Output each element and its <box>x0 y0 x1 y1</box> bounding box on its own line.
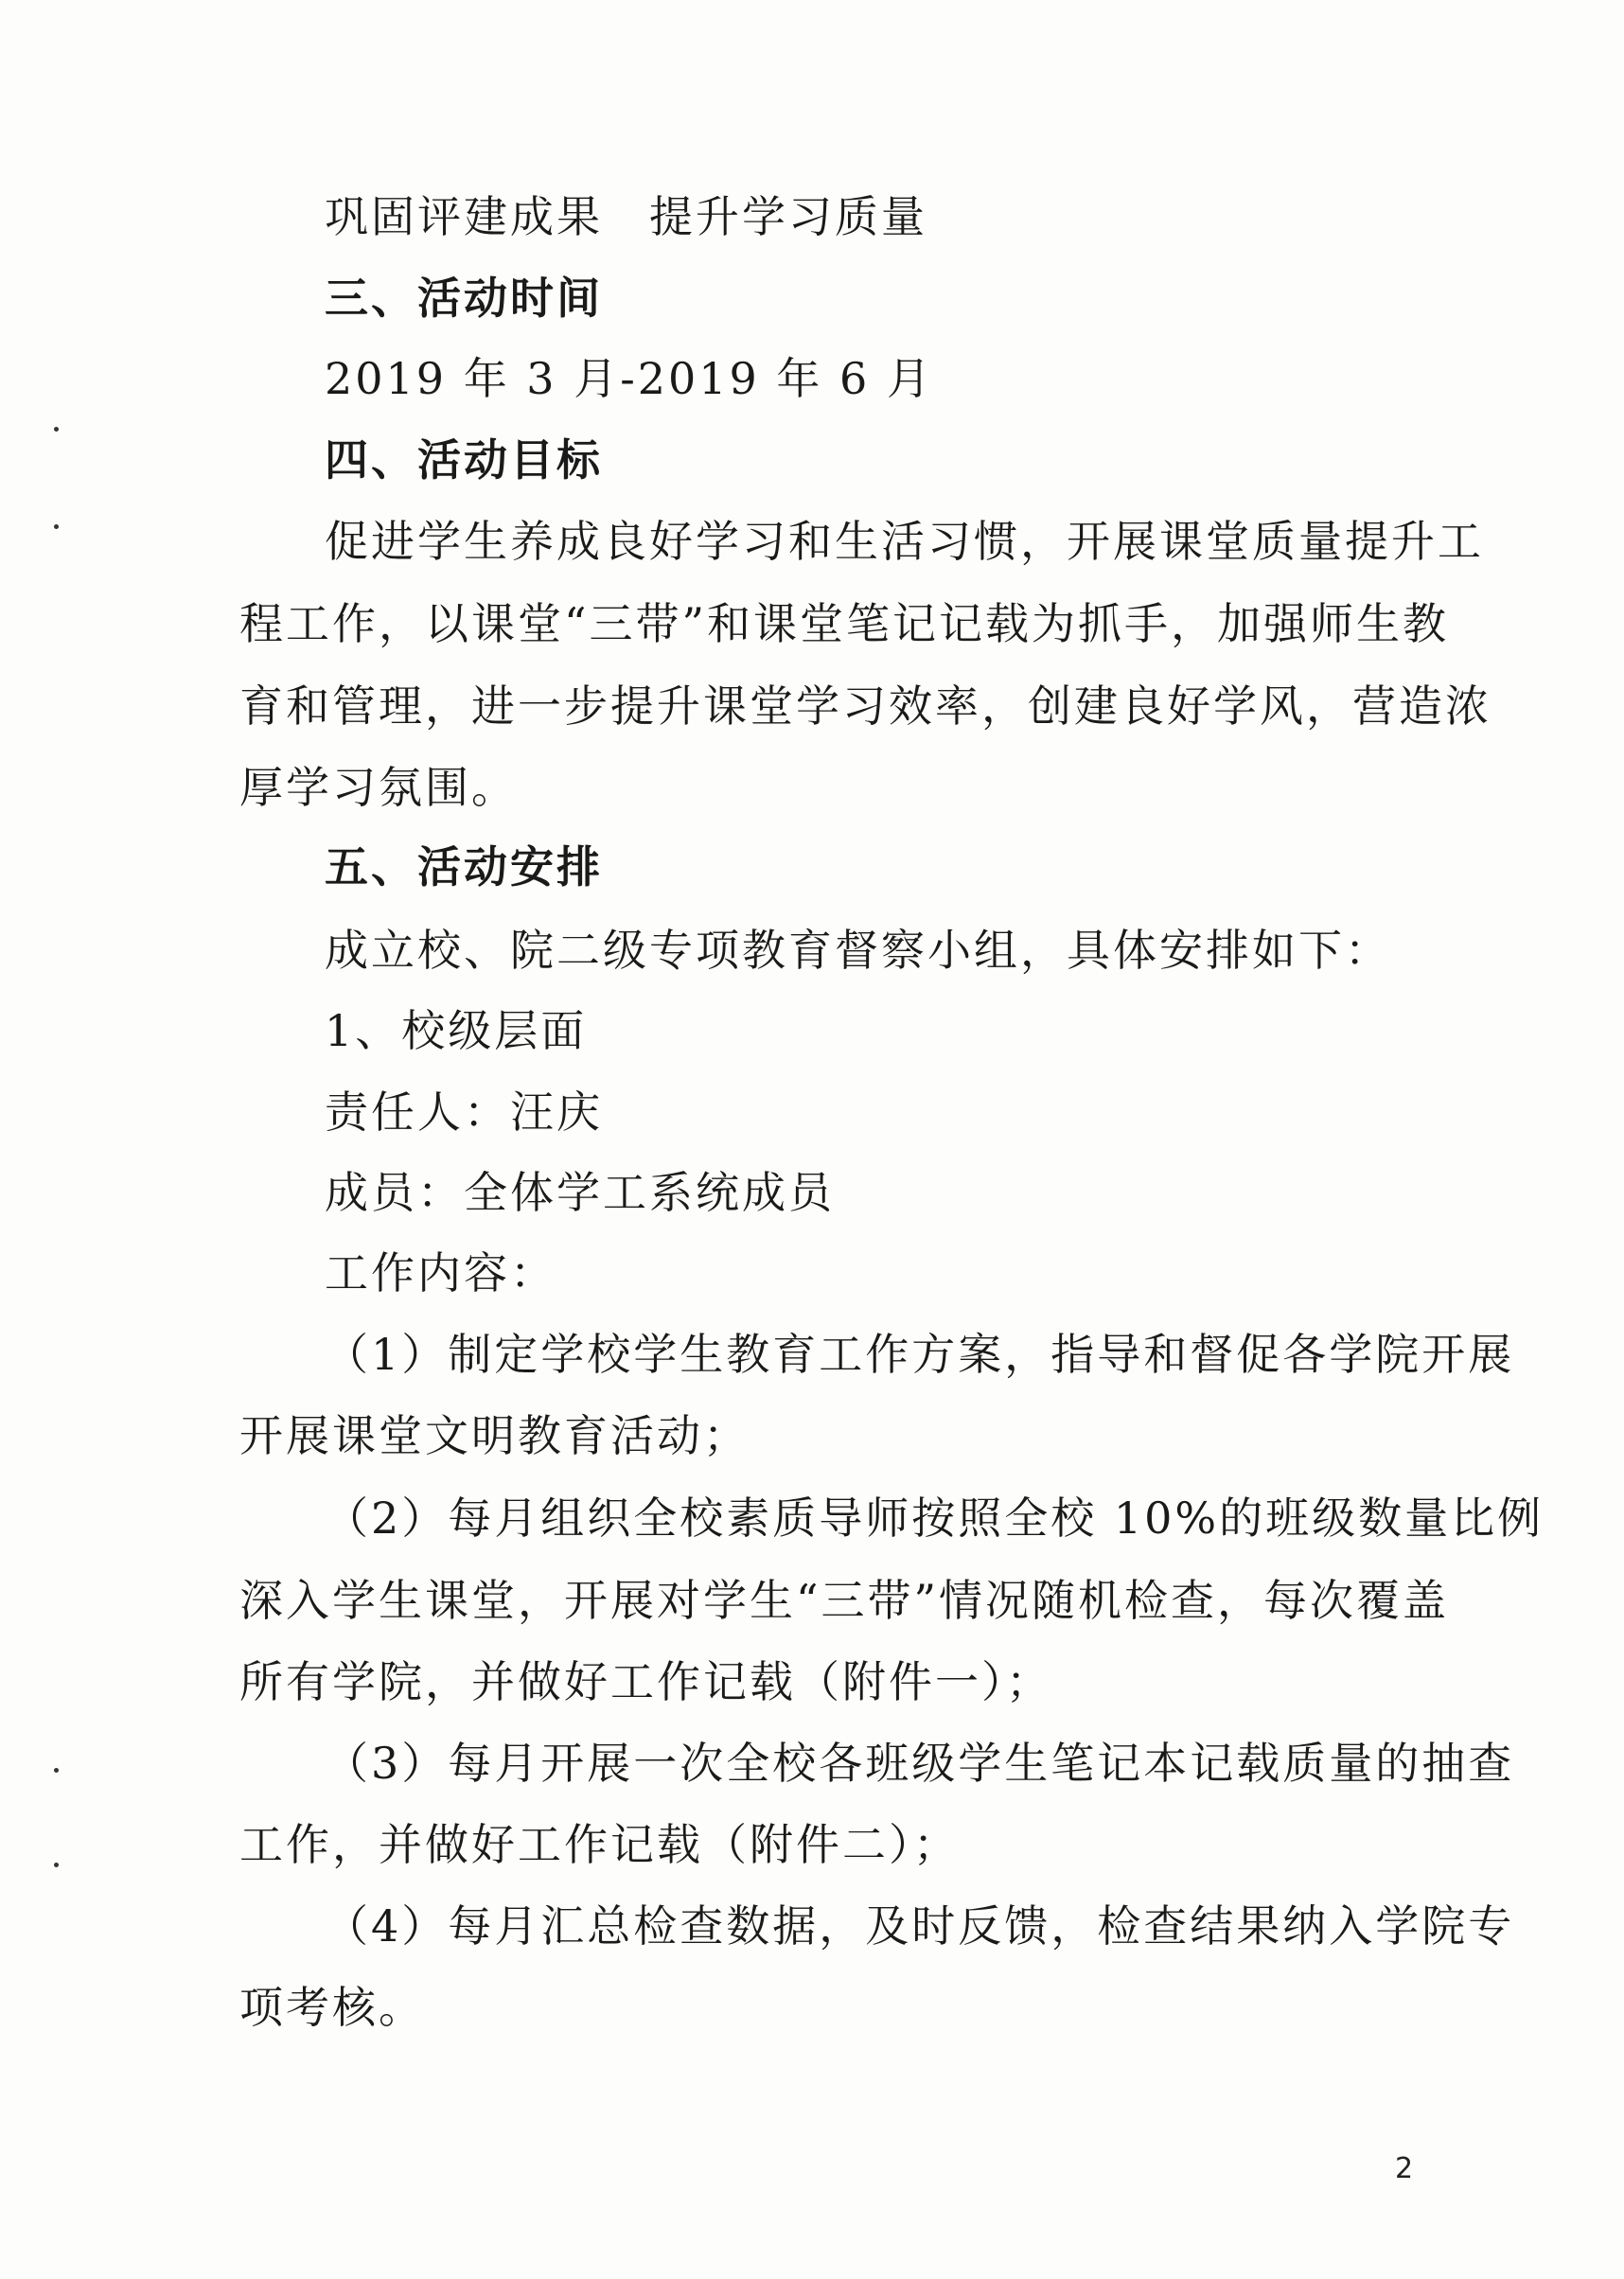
goal-paragraph-line-1: 促进学生养成良好学习和生活习惯，开展课堂质量提升工 <box>325 516 1484 567</box>
work-item-4-line-1: （4）每月汇总检查数据，及时反馈，检查结果纳入学院专 <box>325 1900 1515 1952</box>
slogan-line: 巩固评建成果 提升学习质量 <box>325 191 927 242</box>
section-heading-goal: 四、活动目标 <box>325 434 603 486</box>
section-heading-arrangement: 五、活动安排 <box>325 841 603 892</box>
work-item-3-line-1: （3）每月开展一次全校各班级学生笔记本记载质量的抽查 <box>325 1738 1515 1789</box>
scan-speck <box>54 427 59 432</box>
page-number: 2 <box>1395 2152 1414 2185</box>
goal-paragraph-line-3: 育和管理，进一步提升课堂学习效率，创建良好学风，营造浓 <box>239 680 1492 732</box>
work-item-2-line-3: 所有学院，并做好工作记载（附件一）； <box>239 1656 1052 1707</box>
work-item-4-line-2: 项考核。 <box>239 1982 425 2033</box>
scan-speck <box>54 1863 59 1867</box>
section-heading-time: 三、活动时间 <box>325 273 603 324</box>
subsection-school-level: 1、校级层面 <box>325 1005 588 1056</box>
work-item-2-line-2: 深入学生课堂，开展对学生“三带”情况随机检查，每次覆盖 <box>239 1575 1450 1626</box>
arrangement-intro: 成立校、院二级专项教育督察小组，具体安排如下： <box>325 925 1391 976</box>
scan-speck <box>54 524 59 529</box>
responsible-person: 责任人：汪庆 <box>325 1086 603 1138</box>
goal-paragraph-line-2: 程工作，以课堂“三带”和课堂笔记记载为抓手，加强师生教 <box>239 598 1450 649</box>
work-content-label: 工作内容： <box>325 1247 556 1298</box>
work-item-1-line-1: （1）制定学校学生教育工作方案，指导和督促各学院开展 <box>325 1329 1515 1380</box>
activity-period: 2019 年 3 月-2019 年 6 月 <box>325 353 933 404</box>
members: 成员：全体学工系统成员 <box>325 1167 835 1218</box>
work-item-3-line-2: 工作，并做好工作记载（附件二）； <box>239 1819 960 1870</box>
scan-speck <box>54 1768 59 1773</box>
work-item-2-line-1: （2）每月组织全校素质导师按照全校 10%的班级数量比例 <box>325 1493 1545 1544</box>
work-item-1-line-2: 开展课堂文明教育活动； <box>239 1410 750 1461</box>
goal-paragraph-line-4: 厚学习氛围。 <box>239 762 518 813</box>
